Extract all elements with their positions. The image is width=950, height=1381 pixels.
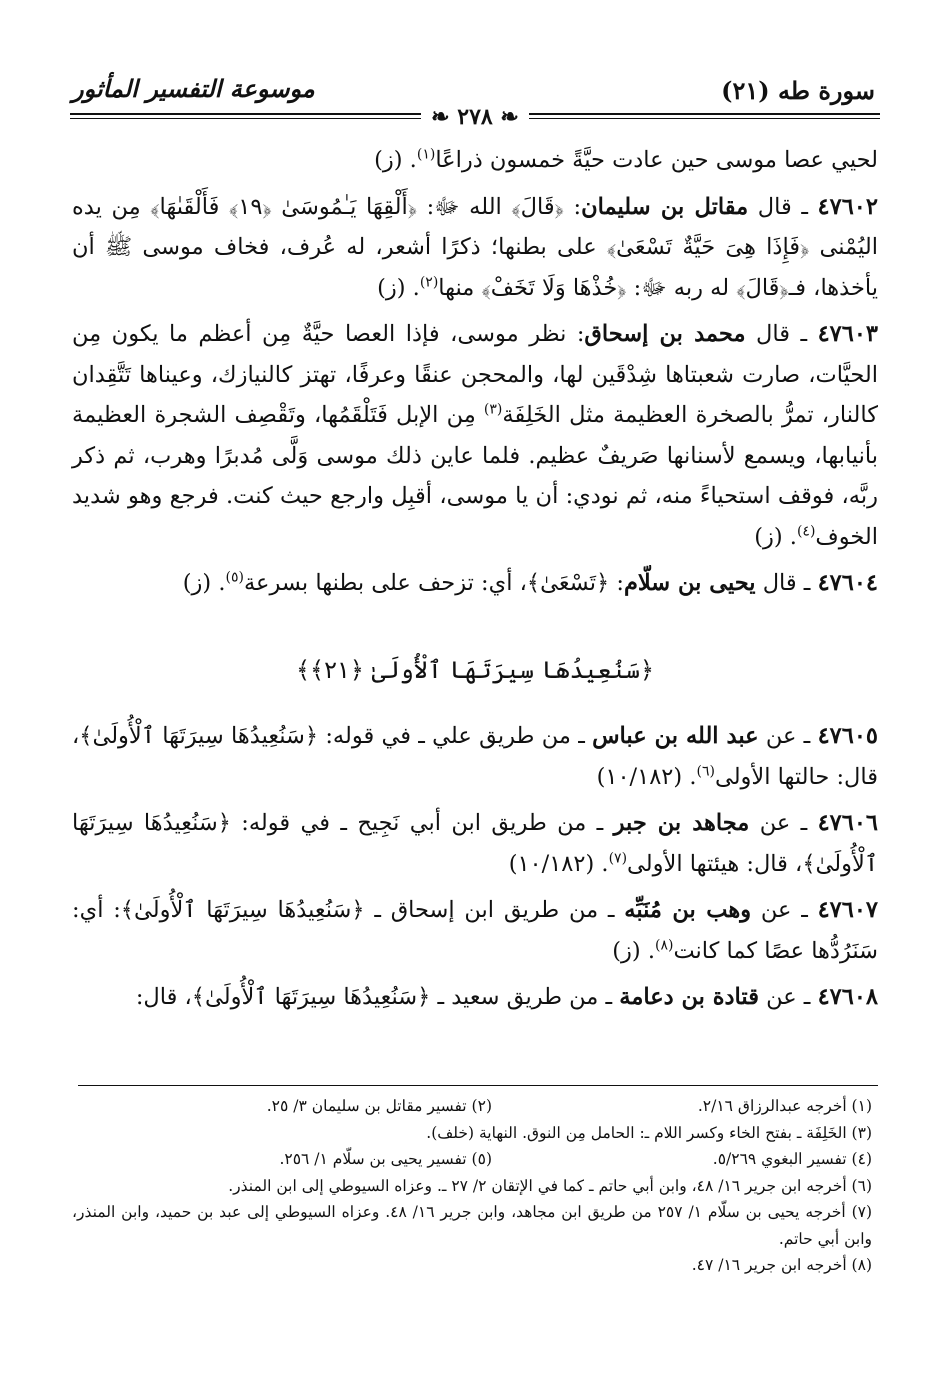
paragraph-text: : ﴿قَالَ﴾ الله ﷻ: ﴿أَلْقِهَا يَـٰمُوسَىٰ ﴿١٩﴾ فَأَلْقَىٰهَا﴾ مِن يده اليُمْنى ﴿فَإِذَا هِىَ حَيَّةٌ تَسْعَىٰ﴾ على بطنها؛ ذكرًا أشعر، له عُرف، فخاف موسى ﷺ أن يأخذها، فـ﴿قَالَ﴾ له ربه ﷻ: ﴿خُذْهَا وَلَا تَخَفْ﴾ منها [72, 193, 878, 301]
entry-prefix: ـ قال [755, 570, 818, 596]
source-mark: . (ز) [377, 274, 420, 301]
footnote: (٢) تفسير مقاتل بن سليمان ٣/ ٢٥. [266, 1097, 492, 1115]
page-number: ❧ ٢٧٨ ❧ [0, 104, 950, 130]
narrator-name: محمد بن إسحاق [584, 321, 746, 347]
paragraph [72, 890, 878, 971]
entry-number: ٤٧٦٠٨ [817, 984, 878, 1010]
paragraph [72, 314, 878, 557]
section-heading: ﴿سَنُعِيدُهَا سِيرَتَهَا ٱلْأُولَىٰ ﴿٢١﴾﴾ [295, 655, 655, 684]
footnote-row [72, 1093, 872, 1120]
book-title-header: موسوعة التفسير المأثور [72, 74, 315, 103]
paragraph [72, 977, 878, 1018]
footnote-row [72, 1146, 872, 1173]
footnote-ref[interactable]: (٤) [796, 523, 816, 539]
paragraph [72, 563, 878, 604]
footnote-ref[interactable]: (٨) [654, 937, 674, 953]
entry-prefix: ـ قال [748, 193, 818, 220]
entry-number: ٤٧٦٠٦ [817, 810, 879, 836]
source-mark: . (ز) [754, 523, 797, 550]
footnote: (٣) الخَلِفَة ـ بفتح الخاء وكسر اللام ـ: الحامل مِن النوق. النهاية (خلف). [426, 1123, 872, 1142]
entry-number: ٤٧٦٠٧ [817, 897, 879, 923]
footnote: (٥) تفسير يحيى بن سلّام ١/ ٢٥٦. [279, 1150, 492, 1168]
paragraph [72, 803, 878, 884]
source-mark: . (١٠/١٨٢) [596, 763, 697, 790]
footnote: (٦) أخرجه ابن جرير ١٦/ ٤٨، وابن أبي حاتم ـ كما في الإتقان ٢/ ٢٧ ـ. وعزاه السيوطي إلى ابن المنذر. [228, 1176, 872, 1195]
paragraph-text: ـ من طريق ابن إسحاق ـ ﴿سَنُعِيدُهَا سِيرَتَهَا ٱلْأُولَىٰ﴾: أي: سَنَرُدُّها عصًا كما كانت [72, 897, 878, 964]
footnote: (١) أخرجه عبدالرزاق ٢/١٦. [697, 1097, 872, 1115]
source-mark: . (١٠/١٨٢) [508, 850, 609, 877]
paragraph-text: : ﴿تَسْعَىٰ﴾، أي: تزحف على بطنها بسرعة [243, 570, 624, 596]
paragraph-text: ـ من طريق سعيد ـ ﴿سَنُعِيدُهَا سِيرَتَهَا ٱلْأُولَىٰ﴾، قال: [135, 984, 620, 1010]
footnote: (٤) تفسير البغوي ٥/٢٦٩. [712, 1150, 872, 1168]
narrator-name: عبد الله بن عباس [592, 723, 759, 749]
footnote: (٨) أخرجه ابن جرير ١٦/ ٤٧. [691, 1256, 872, 1274]
footnote-ref[interactable]: (٧) [608, 850, 628, 866]
entry-number: ٤٧٦٠٣ [817, 321, 878, 347]
source-mark: . (ز) [612, 937, 655, 964]
entry-prefix: ـ عن [758, 723, 818, 749]
paragraph [72, 716, 878, 797]
source-mark: . (ز) [374, 147, 417, 173]
footnote-ref[interactable]: (٢) [419, 274, 439, 290]
surah-header: سورة طه (٢١) [721, 76, 875, 105]
paragraph-text: مِن الإبل فَتَلْقَمُها، وتَقْصِف الشجرة العظيمة بأنيابها، ويسمع لأسنانها صَريفٌ عظيم. فلما عاين ذلك موسى وَلَّى مُدبرًا وهرب، ثم ذكر ربَّه، فوقف استحياءً منه، ثم نودي: أن يا موسى، أقبِل وارجع حيث كنت. فرجع وهو شديد الخوف [72, 402, 879, 550]
source-mark: . (ز) [182, 570, 226, 596]
footnote-ref[interactable]: (١) [416, 146, 436, 163]
entry-number: ٤٧٦٠٢ [817, 193, 878, 220]
entry-number: ٤٧٦٠٥ [817, 723, 879, 749]
entry-prefix: ـ قال [745, 321, 818, 347]
footnote-ref[interactable]: (٣) [483, 401, 503, 418]
page-number-value: ٢٧٨ [457, 104, 493, 130]
entry-number: ٤٧٦٠٤ [817, 570, 878, 596]
footnote-ref[interactable]: (٦) [696, 763, 715, 779]
main-text [72, 140, 878, 1024]
narrator-name: يحيى بن سلّام [623, 570, 756, 596]
paragraph [72, 187, 878, 309]
narrator-name: مجاهد بن جبر [613, 810, 750, 836]
narrator-name: وهب بن مُنَبِّه [624, 897, 752, 923]
paragraph-text: ـ من طريق علي ـ في قوله: ﴿سَنُعِيدُهَا سِيرَتَهَا ٱلْأُولَىٰ﴾، قال: حالتها الأولى [72, 723, 878, 790]
footnotes [72, 1093, 872, 1279]
paragraph-text: ـ من طريق ابن أبي نَجِيح ـ في قوله: ﴿سَنُعِيدُهَا سِيرَتَهَا ٱلْأُولَىٰ﴾، قال: هيئتها الأولى [72, 810, 878, 877]
paragraph [72, 140, 878, 181]
footnote-ref[interactable]: (٥) [225, 569, 244, 586]
entry-prefix: ـ عن [749, 810, 818, 836]
paragraph-text: لحيي عصا موسى حين عادت حيَّةً خمسون ذراعًا [435, 147, 878, 173]
entry-prefix: ـ عن [758, 984, 818, 1010]
entry-prefix: ـ عن [751, 897, 818, 923]
paragraph-text: : نظر موسى، فإذا العصا حيَّةٌ مِن أعظم ما يكون مِن الحيَّات، صارت شعبتاها شِدْقَين لها، والمحجن عنقًا وعرفًا، تهتز كالنيازك، وعيناها تَتَّقِدان كالنار، تمرُّ بالصخرة العظيمة مثل الخَلِفَة [72, 321, 878, 428]
narrator-name: مقاتل بن سليمان [581, 193, 749, 220]
narrator-name: قتادة بن دعامة [619, 984, 759, 1010]
footnote: (٧) أخرجه يحيى بن سلّام ١/ ٢٥٧ من طريق ابن مجاهد، وابن جرير ١٦/ ٤٨. وعزاه السيوطي إلى عبد بن حميد، وابن المنذر، وابن أبي حاتم. [72, 1203, 873, 1248]
footnote-separator [78, 1085, 878, 1086]
